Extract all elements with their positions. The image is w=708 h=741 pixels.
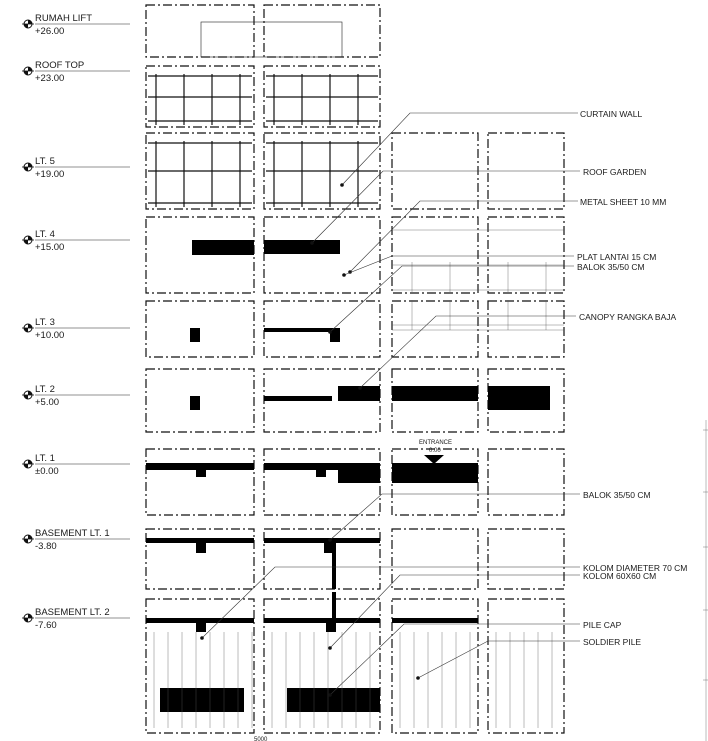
leader-line — [312, 171, 580, 243]
level-marker-basement-2 — [35, 607, 110, 631]
frame-panel — [146, 449, 254, 515]
leader-dot — [328, 693, 332, 697]
leader-line — [330, 575, 580, 648]
beam-slab — [392, 463, 478, 483]
leader-dot — [340, 183, 344, 187]
level-markers — [22, 13, 130, 631]
level-marker-basement-1 — [35, 528, 110, 552]
level-name: RUMAH LIFT — [35, 13, 92, 24]
beam-slab — [196, 538, 206, 553]
beam-slab — [332, 592, 336, 622]
beam-slab — [264, 618, 380, 623]
level-marker-lt3 — [35, 317, 64, 341]
beam-slab — [196, 463, 206, 477]
beam-slab — [392, 618, 478, 623]
leader-dot — [416, 676, 420, 680]
level-elevation: +26.00 — [35, 26, 65, 37]
callout-balok-upper: BALOK 35/50 CM — [577, 262, 645, 272]
leader-dot — [200, 636, 204, 640]
leader-line — [330, 266, 574, 332]
level-marker-lt5 — [35, 156, 64, 180]
leader-dot — [342, 273, 346, 277]
level-marker-lt4 — [35, 229, 64, 253]
frame-panel — [488, 449, 564, 515]
level-elevation: +5.00 — [35, 397, 60, 408]
beam-slab — [392, 386, 478, 401]
callout-metal-sheet: METAL SHEET 10 MM — [580, 197, 667, 207]
frame-panel — [264, 5, 380, 57]
frame-panel — [488, 217, 564, 293]
lift-box — [201, 22, 342, 57]
callout-kolom-square: KOLOM 60X60 CM — [583, 571, 657, 581]
beam-slab — [264, 538, 380, 543]
level-marker-rumah-lift — [35, 13, 92, 37]
level-name: LT. 2 — [35, 384, 55, 395]
level-name: LT. 4 — [35, 229, 55, 240]
callout-kolom-diameter: KOLOM DIAMETER 70 CM — [583, 563, 688, 573]
beam-slab — [264, 396, 332, 401]
callout-curtain-wall: CURTAIN WALL — [580, 109, 643, 119]
entrance-elevation: 0.00 — [429, 448, 441, 454]
frame-panel — [392, 529, 478, 589]
beam-slab — [488, 386, 550, 410]
section-details — [148, 22, 708, 741]
leader-line — [344, 256, 574, 275]
level-name: ROOF TOP — [35, 60, 85, 71]
beam-slab — [338, 463, 380, 483]
beam-slab — [264, 240, 340, 254]
beam-slab — [160, 688, 244, 712]
level-elevation: +19.00 — [35, 169, 65, 180]
level-name: BASEMENT LT. 2 — [35, 607, 110, 618]
entrance-triangle-icon — [424, 455, 444, 464]
frame-panel — [392, 301, 478, 357]
leader-line — [350, 201, 578, 272]
level-name: LT. 5 — [35, 156, 55, 167]
leader-line — [202, 567, 580, 638]
level-elevation: +10.00 — [35, 330, 65, 341]
beam-slab — [192, 240, 254, 255]
beam-slab — [264, 328, 334, 332]
callout-pile-cap: PILE CAP — [583, 620, 622, 630]
leader-dot — [328, 330, 332, 334]
callout-labels — [577, 109, 687, 647]
beam-slab — [190, 396, 200, 410]
level-elevation: -7.60 — [35, 620, 57, 631]
level-name: BASEMENT LT. 1 — [35, 528, 110, 539]
callout-canopy: CANOPY RANGKA BAJA — [579, 312, 677, 322]
level-elevation: +23.00 — [35, 73, 65, 84]
callout-balok-lower: BALOK 35/50 CM — [583, 490, 651, 500]
leader-line — [330, 624, 580, 695]
frame-panel — [488, 301, 564, 357]
frame-panel — [488, 529, 564, 589]
leader-dot — [358, 386, 362, 390]
callout-plat-lantai: PLAT LANTAI 15 CM — [577, 252, 657, 262]
frame-panel — [488, 599, 564, 733]
beam-slab — [316, 463, 326, 477]
frame-panel — [392, 217, 478, 293]
beam-slab — [196, 618, 206, 632]
frame-panel — [264, 217, 380, 293]
leader-dot — [328, 646, 332, 650]
leader-dot — [310, 241, 314, 245]
leader-line — [330, 494, 580, 540]
callout-soldier-pile: SOLDIER PILE — [583, 637, 642, 647]
level-elevation: -3.80 — [35, 541, 57, 552]
frame-panel — [146, 5, 254, 57]
level-marker-lt1 — [35, 453, 59, 477]
level-marker-roof-top — [35, 60, 84, 84]
leader-line — [418, 641, 580, 678]
leader-dot — [328, 538, 332, 542]
level-name: LT. 1 — [35, 453, 55, 464]
level-elevation: +15.00 — [35, 242, 65, 253]
beam-slab — [330, 328, 340, 342]
entrance-marker — [419, 440, 452, 464]
beam-slab — [332, 543, 336, 589]
leader-line — [342, 113, 578, 185]
level-elevation: ±0.00 — [35, 466, 59, 477]
beam-slab — [190, 328, 200, 342]
callout-roof-garden: ROOF GARDEN — [583, 167, 647, 177]
level-name: LT. 3 — [35, 317, 55, 328]
level-marker-lt2 — [35, 384, 59, 408]
entrance-label: ENTRANCE — [419, 440, 453, 446]
bottom-dimension: 5000 — [254, 737, 268, 741]
